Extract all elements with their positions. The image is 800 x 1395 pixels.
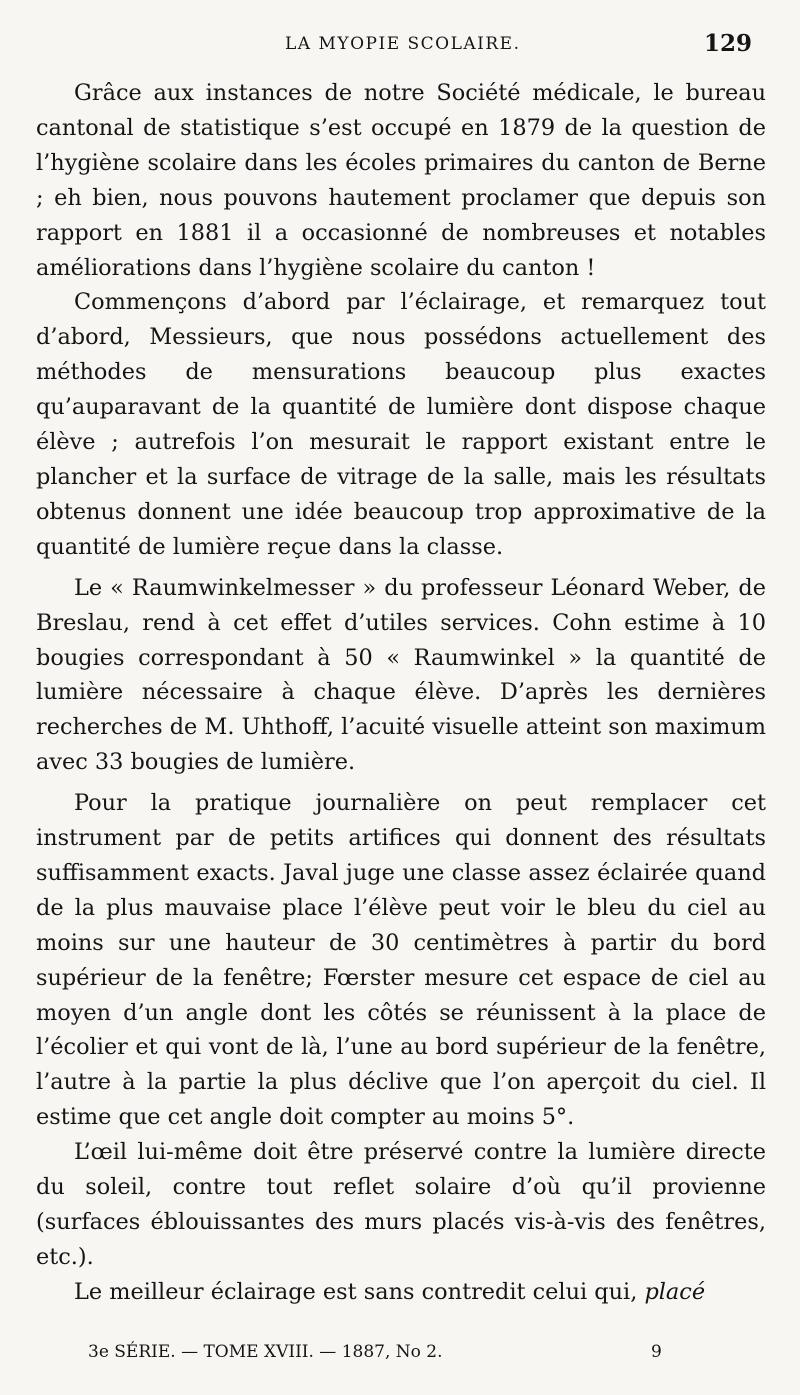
- paragraph-meilleur-text: Le meilleur éclairage est sans contredit celui qui,: [74, 1278, 645, 1305]
- body-text: [36, 76, 766, 1310]
- page-footer: [0, 1340, 800, 1370]
- paragraph-eclairage: Commençons d’abord par l’éclairage, et remarquez tout d’abord, Messieurs, que nous possédons actuellement des méthodes de mensurations beaucoup plus exactes qu’auparavant de la quantité de lumière dont dispose chaque élève ; autrefois l’on mesurait le rapport existant entre le plancher et la surface de vitrage de la salle, mais les résultats obtenus donnent une idée beaucoup trop approximative de la quantité de lumière reçue dans la classe.: [36, 289, 766, 560]
- paragraph-meilleur-eclairage: [36, 1275, 766, 1310]
- series-line: 3e SÉRIE. — TOME XVIII. — 1887, No 2.: [88, 1342, 443, 1362]
- sheet-number: 9: [651, 1342, 662, 1362]
- paragraph-statistique: Grâce aux instances de notre Société médicale, le bureau cantonal de statistique s’est occupé en 1879 de la question de l’hygiène scolaire dans les écoles primaires du canton de Berne ; eh bien, nous pouvons hautement proclamer que depuis son rapport en 1881 il a occasionné de nombreuses et notables améliorations dans l’hygiène scolaire du canton !: [36, 80, 766, 281]
- paragraph-raumwinkelmesser: Le « Raumwinkelmesser » du professeur Léonard Weber, de Breslau, rend à cet effet d’utiles services. Cohn estime à 10 bougies correspondant à 50 « Raumwinkel » la quantité de lumière nécessaire à chaque élève. D’après les dernières recherches de M. Uhthoff, l’acuité visuelle atteint son maximum avec 33 bougies de lumière.: [36, 574, 766, 776]
- page-header: [0, 30, 800, 64]
- paragraph-pratique: Pour la pratique journalière on peut remplacer cet instrument par de petits artifices qui donnent des résultats suffisamment exacts. Javal juge une classe assez éclairée quand de la plus mauvaise place l’élève peut voir le bleu du ciel au moins sur une hauteur de 30 centimètres à partir du bord supérieur de la fenêtre; Fœrster mesure cet espace de ciel au moyen d’un angle dont les côtés se réunissent à la place de l’écolier et qui vont de là, l’une au bord supérieur de la fenêtre, l’autre à la partie la plus déclive que l’on aperçoit du ciel. Il estime que cet angle doit compter au moins 5°.: [36, 790, 766, 1131]
- paragraph-oeil: L’œil lui-même doit être préservé contre la lumière directe du soleil, contre tout reflet solaire d’où qu’il provienne (surfaces éblouissantes des murs placés vis-à-vis des fenêtres, etc.).: [36, 1139, 766, 1270]
- italic-word: placé: [644, 1278, 706, 1305]
- page-number: 129: [703, 30, 752, 57]
- running-title: LA MYOPIE SCOLAIRE.: [285, 34, 521, 54]
